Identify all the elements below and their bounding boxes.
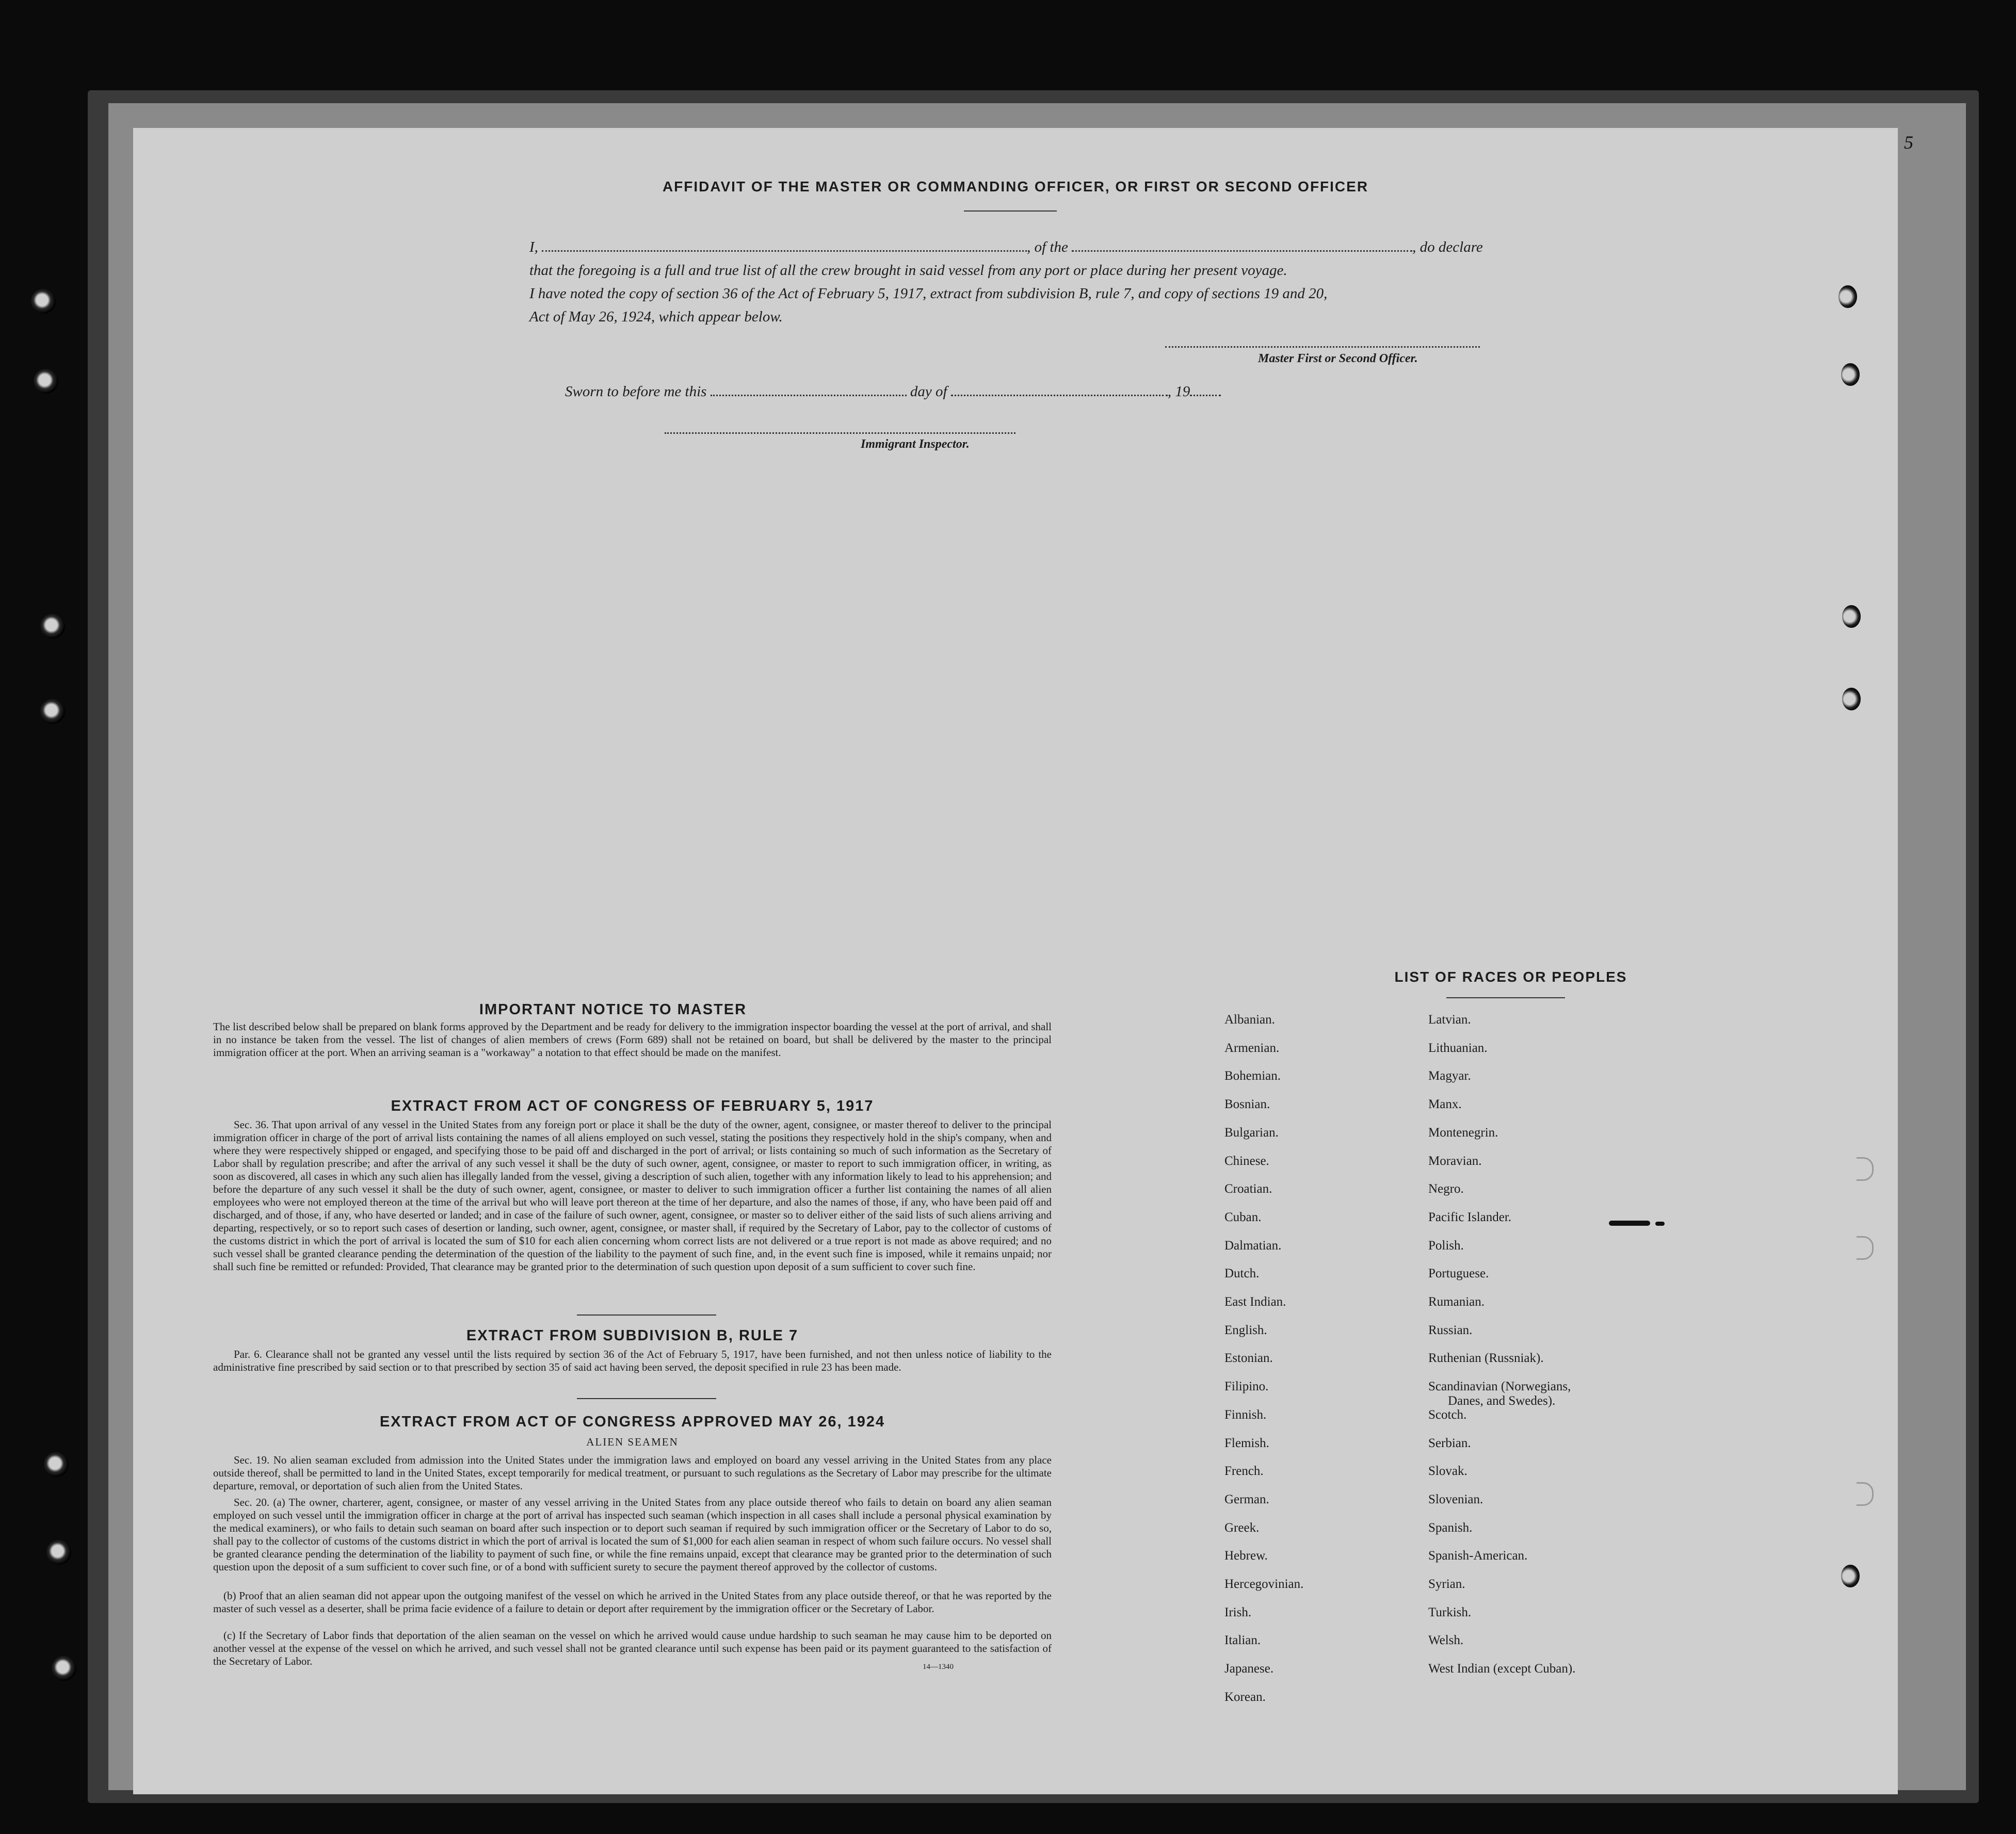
race-item: Armenian.	[1224, 1041, 1280, 1055]
inspector-label: Immigrant Inspector.	[861, 437, 970, 451]
race-item: Bulgarian.	[1224, 1125, 1279, 1140]
race-item: Latvian.	[1428, 1013, 1471, 1027]
race-item: Negro.	[1428, 1182, 1464, 1196]
race-item: Greek.	[1224, 1520, 1260, 1535]
binder-hole-icon	[46, 1540, 71, 1565]
affidavit-title: AFFIDAVIT OF THE MASTER OR COMMANDING OFFICER, OR FIRST OR SECOND OFFICER	[662, 178, 1369, 194]
affidavit-line-3: I have noted the copy of section 36 of the Act of February 5, 1917, extract from subdivision B, rule 7, and copy of sections 19 and 20,	[529, 285, 1328, 302]
affidavit-line-4: Act of May 26, 1924, which appear below.	[529, 309, 783, 325]
race-item: Estonian.	[1224, 1351, 1273, 1366]
race-item: Pacific Islander.	[1428, 1210, 1512, 1224]
race-item: Albanian.	[1224, 1013, 1275, 1027]
race-item: English.	[1224, 1323, 1267, 1337]
affidavit-of-the: , of the	[1027, 239, 1068, 255]
title-rule	[964, 210, 1057, 212]
race-item: Korean.	[1224, 1690, 1266, 1704]
race-item: Turkish.	[1428, 1605, 1472, 1619]
binder-hole-icon	[31, 289, 56, 314]
race-item: German.	[1224, 1492, 1269, 1506]
race-item: Bohemian.	[1224, 1069, 1281, 1083]
race-item: Manx.	[1428, 1097, 1462, 1112]
sworn-month-blank	[951, 395, 1168, 396]
notice-title: IMPORTANT NOTICE TO MASTER	[479, 1001, 747, 1018]
extract-1924-sec20c: (c) If the Secretary of Labor finds that deportation of the alien seaman on the vessel on which he arrived would cause undue hardship to such seaman he may cause him to be deported on another vessel at the expense of the vessel on which he arrived, and such vessel shall not be granted clearance until such expense has been paid or its payment guaranteed to the satisfaction of the Secretary of Labor.	[213, 1629, 1052, 1667]
race-item: Cuban.	[1224, 1210, 1262, 1224]
sworn-year-blank	[1190, 395, 1221, 396]
races-title: LIST OF RACES OR PEOPLES	[1394, 969, 1627, 985]
race-item: Magyar.	[1428, 1069, 1471, 1083]
document-page	[133, 128, 1898, 1794]
sworn-day-blank	[711, 395, 907, 396]
race-item: Scandinavian (Norwegians,	[1428, 1379, 1571, 1394]
race-item: Moravian.	[1428, 1154, 1482, 1168]
race-item: Croatian.	[1224, 1182, 1272, 1196]
race-item: Serbian.	[1428, 1436, 1471, 1450]
race-item: Portuguese.	[1428, 1267, 1489, 1281]
sworn-text: Sworn to before me this	[565, 383, 707, 400]
punch-hole-icon	[1841, 363, 1860, 386]
punch-hole-icon	[1841, 1565, 1860, 1587]
inspector-blank	[665, 432, 1015, 434]
races-rule	[1446, 997, 1565, 998]
race-item: Russian.	[1428, 1323, 1473, 1337]
signature-blank	[1165, 346, 1480, 348]
extract-1924-title: EXTRACT FROM ACT OF CONGRESS APPROVED MAY 26, 1924	[379, 1414, 885, 1430]
binder-hole-icon	[40, 614, 65, 639]
extract-1924-sec20a: Sec. 20. (a) The owner, charterer, agent, consignee, or master of any vessel arriving in the United States from any place outside thereof who fails to detain on board any alien seaman employed on such vessel until the immigration officer in charge at the port of arrival has inspected such seaman (which inspection in all cases shall include a personal physical examination by the medical examiners), or who fails to detain such seaman on board after such inspection or to deport such seaman if required by such immigration officer or the Secretary of Labor to do so, shall pay to the collector of customs of the customs district in which the port of arrival is located the sum of $1,000 for each alien seaman in respect of whom such failure occurs. No vessel shall be granted clearance pending the determination of the liability to payment of such fine, or while the fine remains unpaid, except that clearance may be granted prior to the determination of such question upon the deposit of a sum sufficient to cover such fine, or of a bond with sufficient surety to secure the payment thereof approved by the collector of customs.	[213, 1496, 1052, 1573]
race-item: Rumanian.	[1428, 1295, 1485, 1309]
extract-1917-title: EXTRACT FROM ACT OF CONGRESS OF FEBRUARY 5, 1917	[391, 1098, 874, 1114]
notice-body: The list described below shall be prepared on blank forms approved by the Department and be ready for delivery to the immigration inspector boarding the vessel at the port of arrival, and shall in no instance be taken from the vessel. The list of changes of alien members of crews (Form 689) shall not be retained on board, but shall be delivered by the master to the principal immigration officer at the port. When an arriving seaman is a "workaway" a notation to that effect should be made on the manifest.	[213, 1020, 1052, 1059]
race-item: Bosnian.	[1224, 1097, 1270, 1112]
race-item: Dutch.	[1224, 1267, 1260, 1281]
section-rule	[577, 1398, 716, 1399]
race-item: Dalmatian.	[1224, 1238, 1282, 1253]
race-item: French.	[1224, 1464, 1264, 1479]
race-item: Ruthenian (Russniak).	[1428, 1351, 1544, 1366]
binder-hole-icon	[52, 1656, 76, 1681]
race-item: Hercegovinian.	[1224, 1577, 1304, 1591]
race-item: Irish.	[1224, 1605, 1252, 1619]
punch-hole-icon	[1838, 285, 1857, 308]
sworn-year: , 19	[1167, 383, 1190, 400]
race-item: Syrian.	[1428, 1577, 1465, 1591]
race-item: West Indian (except Cuban).	[1428, 1662, 1576, 1676]
race-item: Hebrew.	[1224, 1549, 1268, 1563]
signature-label: Master First or Second Officer.	[1258, 352, 1418, 365]
race-item: Welsh.	[1428, 1633, 1464, 1648]
race-item: Japanese.	[1224, 1662, 1274, 1676]
race-item: Chinese.	[1224, 1154, 1269, 1168]
ghost-hole-icon	[1857, 1482, 1874, 1506]
name-blank	[542, 250, 1027, 252]
extract-1924-sec20b: (b) Proof that an alien seaman did not appear upon the outgoing manifest of the vessel on which he arrived in the United States from any place outside thereof, or that he was reported by the master of such vessel as a deserter, shall be prima facie evidence of a failure to detain or deport after requirement by the immigration officer or the Secretary of Labor.	[213, 1589, 1052, 1615]
race-item: Spanish-American.	[1428, 1549, 1528, 1563]
race-item: Spanish.	[1428, 1520, 1473, 1535]
extract-rule7-title: EXTRACT FROM SUBDIVISION B, RULE 7	[466, 1327, 799, 1344]
race-item: Filipino.	[1224, 1379, 1269, 1394]
sworn-line	[565, 383, 1221, 400]
race-item: East Indian.	[1224, 1295, 1286, 1309]
ghost-hole-icon	[1857, 1157, 1874, 1181]
race-item: Montenegrin.	[1428, 1125, 1498, 1140]
race-item: Scotch.	[1428, 1407, 1467, 1422]
binder-hole-icon	[34, 369, 58, 394]
affidavit-i: I,	[529, 239, 538, 255]
affidavit-line-2: that the foregoing is a full and true list of all the crew brought in said vessel from any port or place during her present voyage.	[529, 262, 1287, 279]
section-rule	[577, 1314, 716, 1316]
race-item: Danes, and Swedes).	[1448, 1394, 1556, 1408]
sworn-day-of: day of	[910, 383, 947, 400]
ink-mark	[1609, 1221, 1650, 1226]
race-item: Lithuanian.	[1428, 1041, 1488, 1055]
binder-hole-icon	[40, 699, 65, 724]
vessel-blank	[1072, 250, 1412, 252]
form-number: 14—1340	[923, 1663, 954, 1671]
race-item: Flemish.	[1224, 1436, 1269, 1450]
race-item: Italian.	[1224, 1633, 1261, 1648]
handwritten-number: 5	[1904, 132, 1913, 153]
affidavit-line-1	[529, 239, 1499, 256]
race-item: Slovenian.	[1428, 1492, 1483, 1506]
race-item: Polish.	[1428, 1238, 1464, 1253]
extract-1917-body: Sec. 36. That upon arrival of any vessel in the United States from any foreign port or place it shall be the duty of the owner, agent, consignee, or master thereof to deliver to the principal immigration officer in charge of the port of arrival lists containing the names of all aliens employed on such vessel, stating the positions they respectively hold in the ship's company, when and where they were respectively shipped or engaged, and specifying those to be paid off and discharged in the port of arrival; or lists containing so much of such information as the Secretary of Labor shall by regulation prescribe; and after the arrival of any such vessel it shall be the duty of such owner, agent, consignee, or master to report to such immigration officer, in writing, as soon as discovered, all cases in which any such alien has illegally landed from the vessel, giving a description of such alien, together with any information likely to lead to his apprehension; and before the departure of any such vessel it shall be the duty of such owner, agent, consignee, or master to deliver to such immigration officer a further list containing the names of all alien employees who were not employed thereon at the time of the arrival but who will leave port thereon at the time of her departure, and also the names of those, if any, who have been paid off and discharged, and of those, if any, who have deserted or landed; and in case of the failure of such owner, agent, consignee, or master so to deliver either of the said lists of such aliens arriving and departing, respectively, or so to report such cases of desertion or landing, such owner, agent, consignee, or master shall, if required by the Secretary of Labor, pay to the collector of customs of the customs district in which the port of arrival is located the sum of $10 for each alien concerning whom correct lists are not delivered or a true report is not made as above required; and no such vessel shall be granted clearance pending the determination of the question of the liability to the payment of such fine, and, in the event such fine is imposed, while it remains unpaid; nor shall such fine be remitted or refunded: Provided, That clearance may be granted prior to the determination of such question upon deposit of a sum sufficient to cover such fine.	[213, 1118, 1052, 1273]
extract-1924-subtitle: ALIEN SEAMEN	[586, 1436, 679, 1448]
binder-hole-icon	[44, 1452, 69, 1477]
ink-mark	[1655, 1222, 1665, 1226]
extract-rule7-body: Par. 6. Clearance shall not be granted any vessel until the lists required by section 36 of the Act of February 5, 1917, have been furnished, and not then unless notice of liability to the administrative fine prescribed by said section or to that prescribed by section 35 of said act having been served, the deposit specified in rule 23 has been made.	[213, 1348, 1052, 1373]
race-item: Slovak.	[1428, 1464, 1467, 1479]
punch-hole-icon	[1842, 688, 1861, 710]
punch-hole-icon	[1842, 605, 1861, 628]
affidavit-do-declare: , do declare	[1412, 239, 1483, 255]
race-item: Finnish.	[1224, 1407, 1267, 1422]
ghost-hole-icon	[1857, 1236, 1874, 1260]
extract-1924-sec19: Sec. 19. No alien seaman excluded from admission into the United States under the immigration laws and employed on board any vessel arriving in the United States from any place outside thereof, shall be permitted to land in the United States, except temporarily for medical treatment, or pursuant to such regulations as the Secretary of Labor may prescribe for the ultimate departure, removal, or deportation of such alien from the United States.	[213, 1454, 1052, 1492]
